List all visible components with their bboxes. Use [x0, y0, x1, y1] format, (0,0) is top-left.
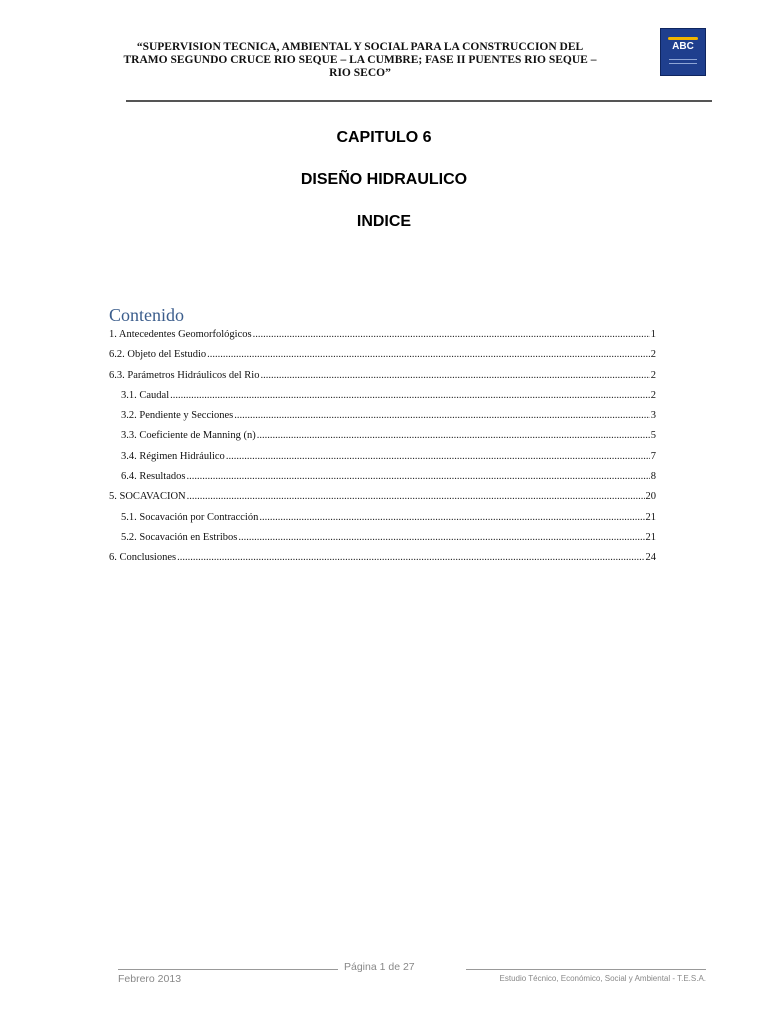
- header-title-line: RIO SECO”: [329, 67, 391, 79]
- footer-divider: [466, 969, 706, 970]
- toc-entry-label: 5.1. Socavación por Contracción: [121, 511, 259, 523]
- toc-entry[interactable]: [109, 529, 656, 549]
- toc-entry[interactable]: [109, 326, 656, 346]
- toc-entry-label: 3.3. Coeficiente de Manning (n): [121, 430, 256, 442]
- logo-line-icon: [669, 59, 697, 60]
- toc-entry-page: 1: [650, 329, 656, 340]
- toc-entry[interactable]: [109, 468, 656, 488]
- toc-entry-label: 3.2. Pendiente y Secciones: [121, 410, 234, 422]
- index-heading: INDICE: [356, 213, 412, 230]
- toc-entry-label: 6.2. Objeto del Estudio: [109, 349, 207, 361]
- header-divider: [126, 100, 712, 102]
- toc-entry-page: 5: [650, 430, 656, 442]
- toc-leader-dots: [238, 532, 644, 543]
- toc-entry-page: 21: [645, 511, 656, 523]
- toc-entry-page: 20: [645, 491, 656, 503]
- toc-entry-label: 5. SOCAVACION: [109, 491, 186, 503]
- toc-entry-page: 7: [650, 450, 656, 462]
- toc-entry-label: 6. Conclusiones: [109, 552, 177, 564]
- footer-page-number: Página 1 de 27: [344, 961, 415, 973]
- toc-leader-dots: [260, 370, 649, 381]
- toc-entry-page: 24: [645, 552, 656, 564]
- toc-entry-label: 3.1. Caudal: [121, 389, 170, 401]
- toc-entry-page: 8: [650, 471, 656, 483]
- toc-leader-dots: [207, 349, 650, 360]
- chapter-heading: CAPITULO 6: [336, 129, 432, 146]
- toc-entry[interactable]: [109, 346, 656, 366]
- toc-entry[interactable]: [109, 427, 656, 447]
- toc-entry-page: 2: [650, 349, 656, 361]
- toc-leader-dots: [257, 430, 650, 441]
- toc-entry[interactable]: [109, 367, 656, 387]
- toc-entry[interactable]: [109, 407, 656, 427]
- toc-entry-label: 6.3. Parámetros Hidráulicos del Rio: [109, 369, 260, 381]
- header-title: [100, 41, 620, 80]
- toc-entry[interactable]: [109, 387, 656, 407]
- toc-entry-label: 3.4. Régimen Hidráulico: [121, 450, 225, 462]
- toc-leader-dots: [259, 512, 644, 523]
- footer-organization: Estudio Técnico, Económico, Social y Ambiental - T.E.S.A.: [499, 974, 706, 983]
- abc-logo: [660, 28, 706, 76]
- toc-entry[interactable]: [109, 488, 656, 508]
- toc-entry[interactable]: [109, 549, 656, 569]
- toc-entry-page: 21: [645, 531, 656, 543]
- logo-text: ABC: [672, 41, 694, 52]
- toc-leader-dots: [170, 390, 650, 401]
- table-of-contents: [109, 326, 656, 570]
- toc-leader-dots: [226, 451, 650, 462]
- footer-date: Febrero 2013: [118, 973, 182, 985]
- logo-line-icon: [669, 63, 697, 64]
- toc-leader-dots: [186, 471, 649, 482]
- toc-leader-dots: [177, 552, 644, 563]
- header-title-line: “SUPERVISION TECNICA, AMBIENTAL Y SOCIAL PARA LA CONSTRUCCION DEL: [136, 41, 584, 53]
- toc-leader-dots: [234, 410, 649, 421]
- toc-entry-page: 2: [650, 369, 656, 381]
- toc-entry-page: 3: [650, 410, 656, 422]
- toc-entry-label: 6.4. Resultados: [121, 471, 186, 483]
- header-title-line: TRAMO SEGUNDO CRUCE RIO SEQUE – LA CUMBRE; FASE II PUENTES RIO SEQUE –: [123, 54, 597, 66]
- toc-entry[interactable]: [109, 509, 656, 529]
- toc-leader-dots: [187, 491, 645, 502]
- toc-entry-page: 2: [650, 389, 656, 401]
- toc-entry-label: 5.2. Socavación en Estribos: [121, 531, 238, 543]
- logo-swoosh-icon: [668, 37, 698, 40]
- section-heading: DISEÑO HIDRAULICO: [300, 171, 468, 188]
- toc-title: Contenido: [109, 305, 184, 325]
- footer-divider: [118, 969, 338, 970]
- toc-leader-dots: [253, 329, 650, 340]
- toc-entry-label: 1. Antecedentes Geomorfológicos: [109, 329, 252, 340]
- toc-entry[interactable]: [109, 448, 656, 468]
